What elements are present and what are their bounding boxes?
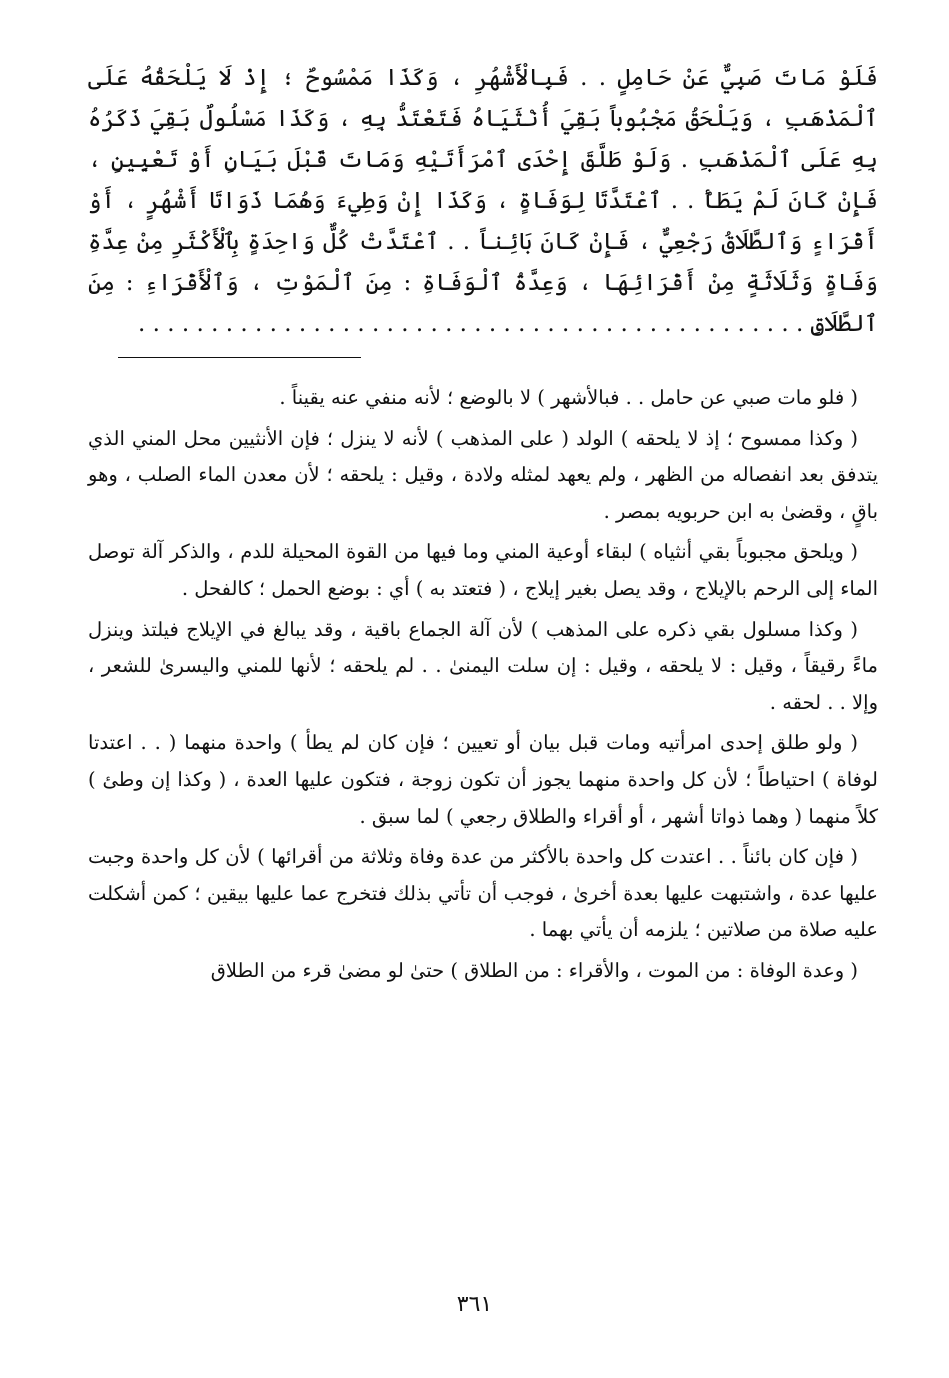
main-text-block: [88, 58, 878, 345]
commentary-block: [88, 380, 878, 994]
commentary-paragraph-7: ( وعدة الوفاة : من الموت ، والأقراء : من الطلاق ) حتىٰ لو مضىٰ قرء من الطلاق: [210, 958, 858, 982]
commentary-paragraph-1: ( فلو مات صبي عن حامل . . فبالأشهر ) لا بالوضع ؛ لأنه منفي عنه يقيناً .: [279, 386, 858, 409]
commentary-paragraph-6: ( فإن كان بائناً . . اعتدت كل واحدة بالأكثر من عدة وفاة وثلاثة من أقرائها ) لأن كل واحدة وجبت عليها عدة ، واشتبهت عليها بعدة أخرىٰ ، فوجب أن تأتي بذلك فتخرج عما عليها بيقين ؛ كمن أشكلت عليه صلاة من صلاتين ؛ يلزمه أن يأتي بهما .: [88, 845, 878, 942]
page-number: ٣٦١: [456, 1292, 493, 1317]
commentary-paragraph-5: ( ولو طلق إحدى امرأتيه ومات قبل بيان أو تعيين ؛ فإن كان لم يطأ ) واحدة منهما ( . . اعتدتا لوفاة ) احتياطاً ؛ لأن كل واحدة منهما يجوز أن تكون زوجة ، فتكون عليها العدة ، ( وكذا إن وطئ ) كلاً منهما ( وهما ذواتا أشهر ، أو أقراء والطلاق رجعي ) لما سبق .: [88, 731, 878, 828]
commentary-paragraph-4: ( وكذا مسلول بقي ذكره على المذهب ) لأن آلة الجماع باقية ، وقد يبالغ في الإيلاج فيلتذ وينزل ماءً رقيقاً ، وقيل : لا يلحقه ، وقيل : إن سلت اليمنىٰ . . لم يلحقه ؛ لأنها للمني واليسرىٰ للشعر ، وإلا . . لحقه .: [88, 617, 878, 714]
footnote-divider: [118, 357, 361, 358]
main-text-paragraph: فَلَوْ مَاتَ صَبِيٌّ عَنْ حَامِلٍ . . فَبِالْأَشْهُرِ ، وَكَذَا مَمْسُوحٌ ؛ إِذْ لَا يَلْحَقُهُ عَلَى ٱلْمَذْهَبِ ، وَيَلْحَقُ مَجْبُوباً بَقِيَ أُنْثَيَاهُ فَتَعْتَدُّ بِهِ ، وَكَذَا مَسْلُولٌ بَقِيَ ذَكَرُهُ بِهِ عَلَى ٱلْمَذْهَبِ . وَلَوْ طَلَّقَ إِحْدَى ٱمْرَأَتَيْهِ وَمَاتَ قَبْلَ بَيَانٍ أَوْ تَعْيِينٍ ، فَإِنْ كَانَ لَمْ يَطَأْ . . ٱعْتَدَّتَا لِوَفَاةٍ ، وَكَذَا إِنْ وَطِيءَ وَهُمَا ذَوَاتَا أَشْهُرٍ ، أَوْ أَقْرَاءٍ وَٱلطَّلَاقُ رَجْعِيٌّ ، فَإِنْ كَانَ بَائِناً . . ٱعْتَدَّتْ كُلٌّ وَاحِدَةٍ بِٱلْأَكْثَرِ مِنْ عِدَّةِ وَفَاةٍ وَثَلَاثَةٍ مِنْ أَقْرَائِهَا ، وَعِدَّةُ ٱلْوَفَاةِ : مِنَ ٱلْمَوْتِ ، وَٱلْأَقْرَاءِ : مِنَ ٱلطَّلَاقِ . . . . . . . . . . . . . . . . . . . . . . . . . . . . . . . . . . . . . . . . . . . . . .: [88, 65, 878, 337]
commentary-paragraph-3: ( ويلحق مجبوباً بقي أنثياه ) لبقاء أوعية المني وما فيها من القوة المحيلة للدم ، والذكر آلة توصل الماء إلى الرحم بالإيلاج ، وقد يصل بغير إيلاج ، ( فتعتد به ) أي : بوضع الحمل ؛ كالفحل .: [88, 540, 878, 600]
commentary-paragraph-2: ( وكذا ممسوح ؛ إذ لا يلحقه ) الولد ( على المذهب ) لأنه لا ينزل ؛ فإن الأنثيين محل المني الذي يتدفق بعد انفصاله من الظهر ، ولم يعهد لمثله ولادة ، وقيل : يلحقه ؛ لأن معدن الماء الصلب ، وهو باقٍ ، وقضىٰ به ابن حربويه بمصر .: [88, 426, 878, 523]
